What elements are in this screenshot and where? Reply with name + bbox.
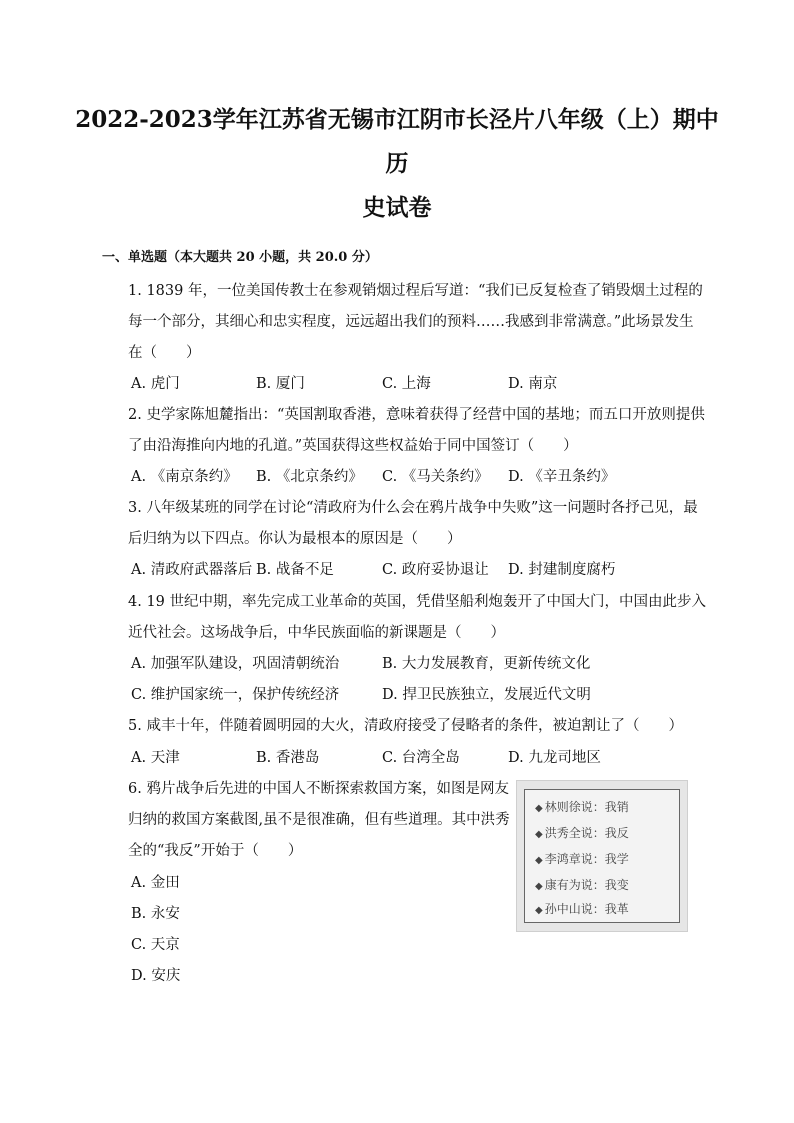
q4-line-1: 4. 19 世纪中期，率先完成工业革命的英国，凭借坚船利炮轰开了中国大门，中国由此步入 [128, 594, 706, 610]
section-heading: 一、单选题（本大题共 20 小题，共 20.0 分） [102, 250, 378, 265]
q4-line-2: 近代社会。这场战争后，中华民族面临的新课题是（ ） [128, 625, 505, 641]
figure-row-text: 康有为说：我变 [544, 878, 629, 892]
diamond-bullet-icon: ◆ [535, 803, 543, 814]
figure-row-text: 林则徐说：我销 [544, 800, 629, 814]
figure-row [535, 900, 629, 917]
rescue-plans-figure [516, 780, 688, 932]
q2-line-2: 了由沿海推向内地的孔道。”英国获得这些权益始于同中国签订（ ） [128, 438, 578, 454]
q5-option-a: A. 天津 [131, 750, 180, 766]
figure-row [535, 824, 629, 841]
q6-line-3: 全的“我反”开始于（ ） [128, 843, 303, 859]
q1-option-d: D. 南京 [508, 376, 558, 392]
q2-option-d: D. 《辛丑条约》 [508, 469, 616, 485]
diamond-bullet-icon: ◆ [535, 855, 543, 866]
q5-option-c: C. 台湾全岛 [382, 750, 460, 766]
q6-option-d: D. 安庆 [131, 968, 181, 984]
q4-option-c: C. 维护国家统一，保护传统经济 [131, 687, 340, 703]
q4-option-d: D. 捍卫民族独立，发展近代文明 [382, 687, 591, 703]
figure-row-text: 李鸿章说：我学 [544, 852, 629, 866]
figure-frame [524, 789, 680, 923]
q6-line-2: 归纳的救国方案截图,虽不是很准确，但有些道理。其中洪秀 [128, 812, 510, 828]
diamond-bullet-icon: ◆ [535, 881, 543, 892]
figure-row-text: 洪秀全说：我反 [544, 826, 629, 840]
q1-option-b: B. 厦门 [256, 376, 305, 392]
q4-option-b: B. 大力发展教育，更新传统文化 [382, 656, 591, 672]
figure-row [535, 850, 629, 867]
title-line-1: 2022-2023学年江苏省无锡市江阴市长泾片八年级（上）期中历 [75, 106, 719, 177]
q3-line-1: 3. 八年级某班的同学在讨论“清政府为什么会在鸦片战争中失败”这一问题时各抒己见，最 [128, 500, 698, 516]
q6-option-a: A. 金田 [131, 875, 180, 891]
q6-line-1: 6. 鸦片战争后先进的中国人不断探索救国方案，如图是网友 [128, 781, 509, 797]
q2-line-1: 2. 史学家陈旭麓指出：“英国割取香港，意味着获得了经营中国的基地；而五口开放则提供 [128, 407, 705, 423]
q6-option-c: C. 天京 [131, 937, 180, 953]
q2-option-a: A. 《南京条约》 [131, 469, 238, 485]
exam-title [70, 98, 724, 230]
title-line-2: 史试卷 [362, 194, 432, 221]
figure-row-text: 孙中山说：我革 [544, 902, 629, 916]
q3-option-b: B. 战备不足 [256, 562, 334, 578]
figure-row [535, 876, 629, 893]
q6-option-b: B. 永安 [131, 906, 180, 922]
q2-option-b: B. 《北京条约》 [256, 469, 363, 485]
figure-row [535, 798, 629, 815]
q3-line-2: 后归纳为以下四点。你认为最根本的原因是（ ） [128, 531, 462, 547]
q1-option-a: A. 虎门 [131, 376, 180, 392]
q5-option-d: D. 九龙司地区 [508, 750, 601, 766]
q1-option-c: C. 上海 [382, 376, 431, 392]
q1-line-1: 1. 1839 年，一位美国传教士在参观销烟过程后写道：“我们已反复检查了销毁烟土过程的 [128, 283, 703, 299]
q1-line-3: 在（ ） [128, 345, 201, 361]
q3-option-a: A. 清政府武器落后 [131, 562, 253, 578]
q2-option-c: C. 《马关条约》 [382, 469, 489, 485]
q3-option-d: D. 封建制度腐朽 [508, 562, 616, 578]
diamond-bullet-icon: ◆ [535, 905, 543, 916]
q4-option-a: A. 加强军队建设，巩固清朝统治 [131, 656, 340, 672]
q5-line-1: 5. 咸丰十年，伴随着圆明园的大火，清政府接受了侵略者的条件，被迫割让了（ ） [128, 718, 683, 734]
q1-line-2: 每一个部分，其细心和忠实程度，远远超出我们的预料……我感到非常满意。”此场景发生 [128, 314, 694, 330]
q5-option-b: B. 香港岛 [256, 750, 320, 766]
q3-option-c: C. 政府妥协退让 [382, 562, 489, 578]
diamond-bullet-icon: ◆ [535, 829, 543, 840]
